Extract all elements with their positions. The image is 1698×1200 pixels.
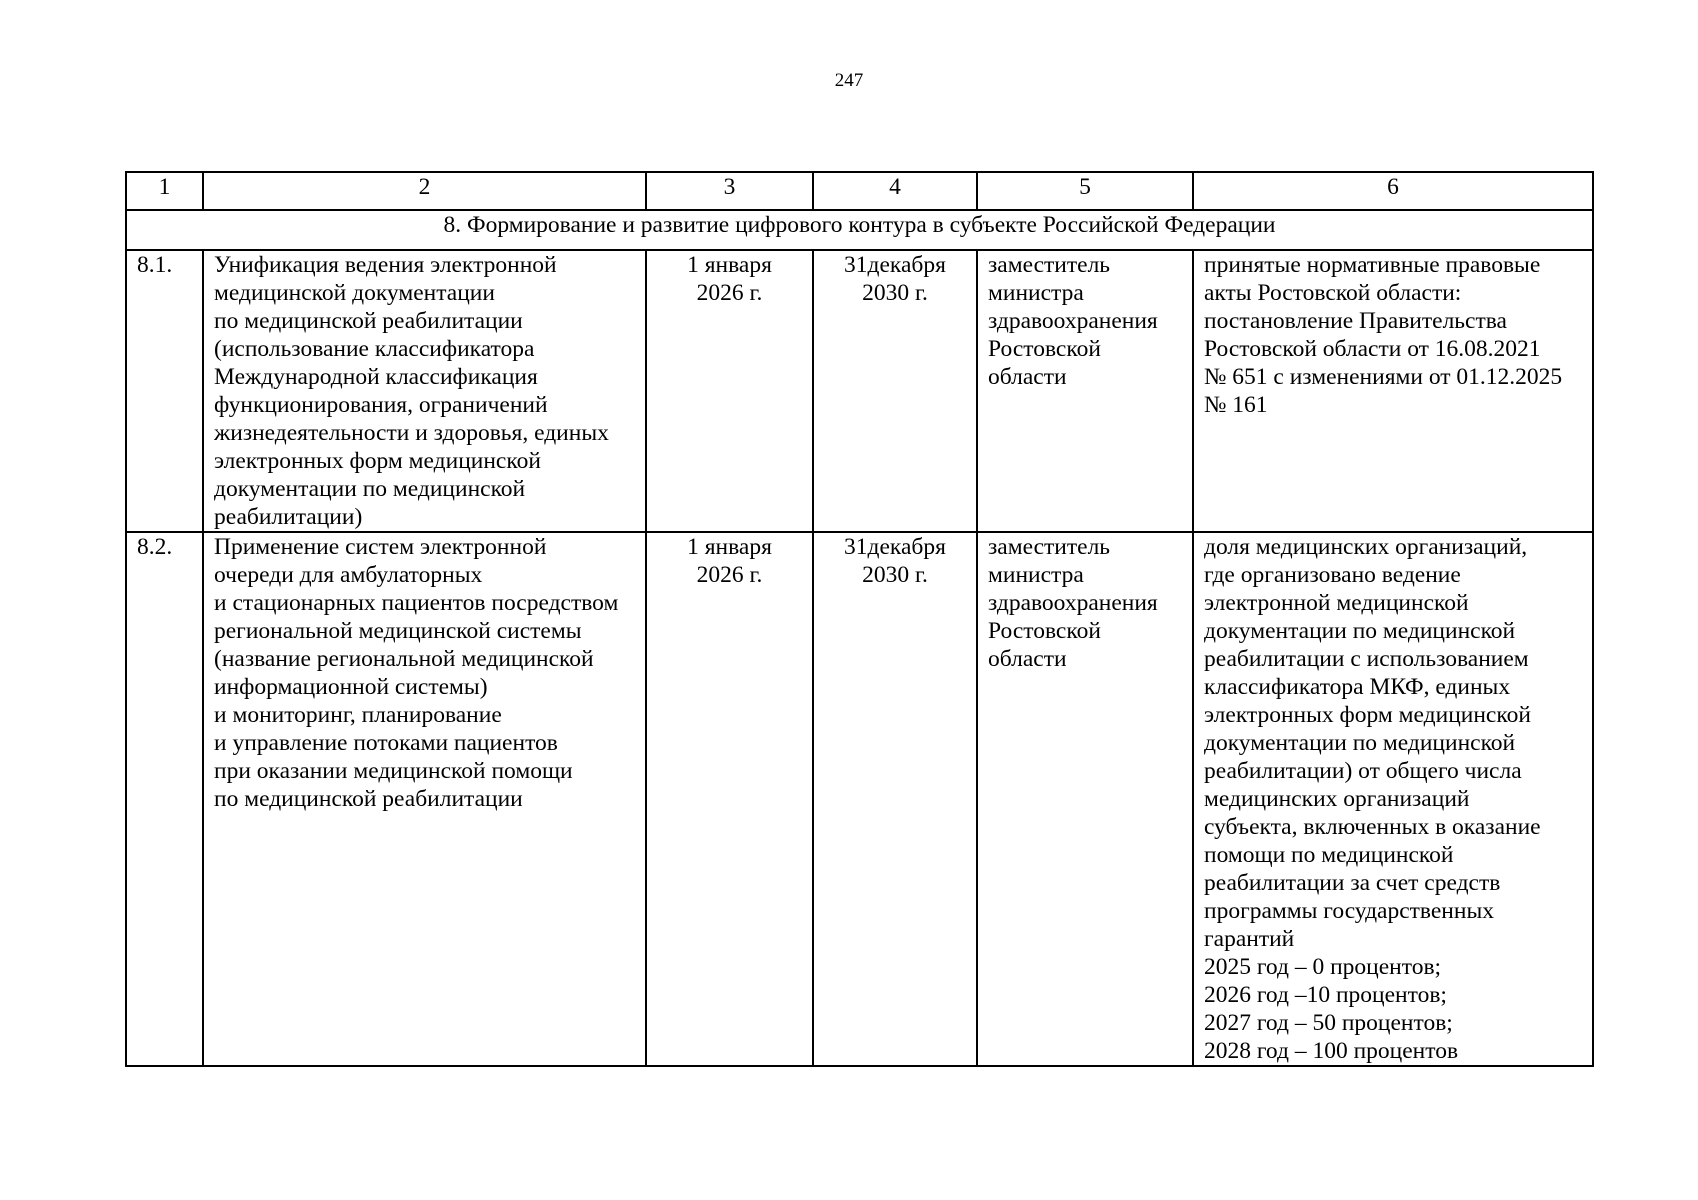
start-date (646, 250, 813, 532)
text-line: доля медицинских организаций, (1204, 534, 1528, 560)
measure-name (203, 532, 646, 1066)
text-line: очереди для амбулаторных (214, 562, 483, 588)
text-line: Международной классификация (214, 364, 538, 390)
text-line: где организовано ведение (1204, 562, 1461, 588)
text-line: министра (988, 280, 1084, 306)
text-line: Унификация ведения электронной (214, 252, 557, 278)
text-line: субъекта, включенных в оказание (1204, 814, 1541, 840)
text-line: документации по медицинской (1204, 730, 1516, 756)
table-row (126, 532, 1593, 1066)
text-line: 2025 год – 0 процентов; (1204, 954, 1442, 980)
text-line: гарантий (1204, 926, 1295, 952)
expected-result (1193, 532, 1593, 1066)
text-line: реабилитации за счет средств (1204, 870, 1501, 896)
text-line: 31декабря (844, 252, 946, 278)
text-line: здравоохранения (988, 308, 1158, 334)
text-line: и управление потоками пациентов (214, 730, 558, 756)
text-line: 31декабря (844, 534, 946, 560)
text-line: 2028 год – 100 процентов (1204, 1038, 1459, 1064)
text-line: по медицинской реабилитации (214, 308, 523, 334)
text-line: заместитель (988, 252, 1111, 278)
expected-result (1193, 250, 1593, 532)
text-line: акты Ростовской области: (1204, 280, 1462, 306)
text-line: электронных форм медицинской (1204, 702, 1531, 728)
text-line: информационной системы) (214, 674, 488, 700)
text-line: 2030 г. (862, 562, 928, 588)
text-line: по медицинской реабилитации (214, 786, 523, 812)
header-row (126, 172, 1593, 210)
text-line: помощи по медицинской (1204, 842, 1454, 868)
text-line: постановление Правительства (1204, 308, 1507, 334)
text-line: Ростовской области от 16.08.2021 (1204, 336, 1541, 362)
text-line: министра (988, 562, 1084, 588)
text-line: электронных форм медицинской (214, 448, 541, 474)
text-line: жизнедеятельности и здоровья, единых (214, 420, 609, 446)
text-line: классификатора МКФ, единых (1204, 674, 1511, 700)
row-number: 8.2. (126, 532, 203, 1066)
text-line: и мониторинг, планирование (214, 702, 502, 728)
text-line: области (988, 646, 1067, 672)
text-line: реабилитации с использованием (1204, 646, 1529, 672)
header-cell-4: 4 (813, 172, 977, 210)
text-line: 2026 год –10 процентов; (1204, 982, 1447, 1008)
text-line: реабилитации) от общего числа (1204, 758, 1522, 784)
text-line: 1 января (687, 252, 772, 278)
section-title: 8. Формирование и развитие цифрового контура в субъекте Российской Федерации (126, 210, 1593, 250)
text-line: № 651 с изменениями от 01.12.2025 (1204, 364, 1563, 390)
header-cell-3: 3 (646, 172, 813, 210)
text-line: 2026 г. (696, 280, 763, 306)
row-number: 8.1. (126, 250, 203, 532)
end-date (813, 250, 977, 532)
table-row (126, 250, 1593, 532)
text-line: функционирования, ограничений (214, 392, 548, 418)
header-cell-2: 2 (203, 172, 646, 210)
text-line: здравоохранения (988, 590, 1158, 616)
text-line: электронной медицинской (1204, 590, 1469, 616)
text-line: (название региональной медицинской (214, 646, 594, 672)
responsible-person (977, 532, 1193, 1066)
text-line: документации по медицинской (214, 476, 526, 502)
section-row (126, 210, 1593, 250)
page-number: 247 (834, 70, 864, 91)
text-line: и стационарных пациентов посредством (214, 590, 619, 616)
measures-table (125, 171, 1594, 1067)
text-line: № 161 (1204, 392, 1268, 418)
text-line: медицинской документации (214, 280, 495, 306)
header-cell-6: 6 (1193, 172, 1593, 210)
text-line: области (988, 364, 1067, 390)
text-line: региональной медицинской системы (214, 618, 582, 644)
text-line: заместитель (988, 534, 1111, 560)
measure-name (203, 250, 646, 532)
text-line: при оказании медицинской помощи (214, 758, 573, 784)
text-line: принятые нормативные правовые (1204, 252, 1541, 278)
text-line: медицинских организаций (1204, 786, 1470, 812)
text-line: программы государственных (1204, 898, 1494, 924)
start-date (646, 532, 813, 1066)
end-date (813, 532, 977, 1066)
text-line: Ростовской (988, 618, 1101, 644)
header-cell-1: 1 (126, 172, 203, 210)
responsible-person (977, 250, 1193, 532)
text-line: (использование классификатора (214, 336, 535, 362)
header-cell-5: 5 (977, 172, 1193, 210)
text-line: документации по медицинской (1204, 618, 1516, 644)
text-line: 2030 г. (862, 280, 928, 306)
text-line: Ростовской (988, 336, 1101, 362)
text-line: 2027 год – 50 процентов; (1204, 1010, 1453, 1036)
text-line: 2026 г. (696, 562, 763, 588)
text-line: Применение систем электронной (214, 534, 547, 560)
text-line: 1 января (687, 534, 772, 560)
text-line: реабилитации) (214, 504, 363, 530)
